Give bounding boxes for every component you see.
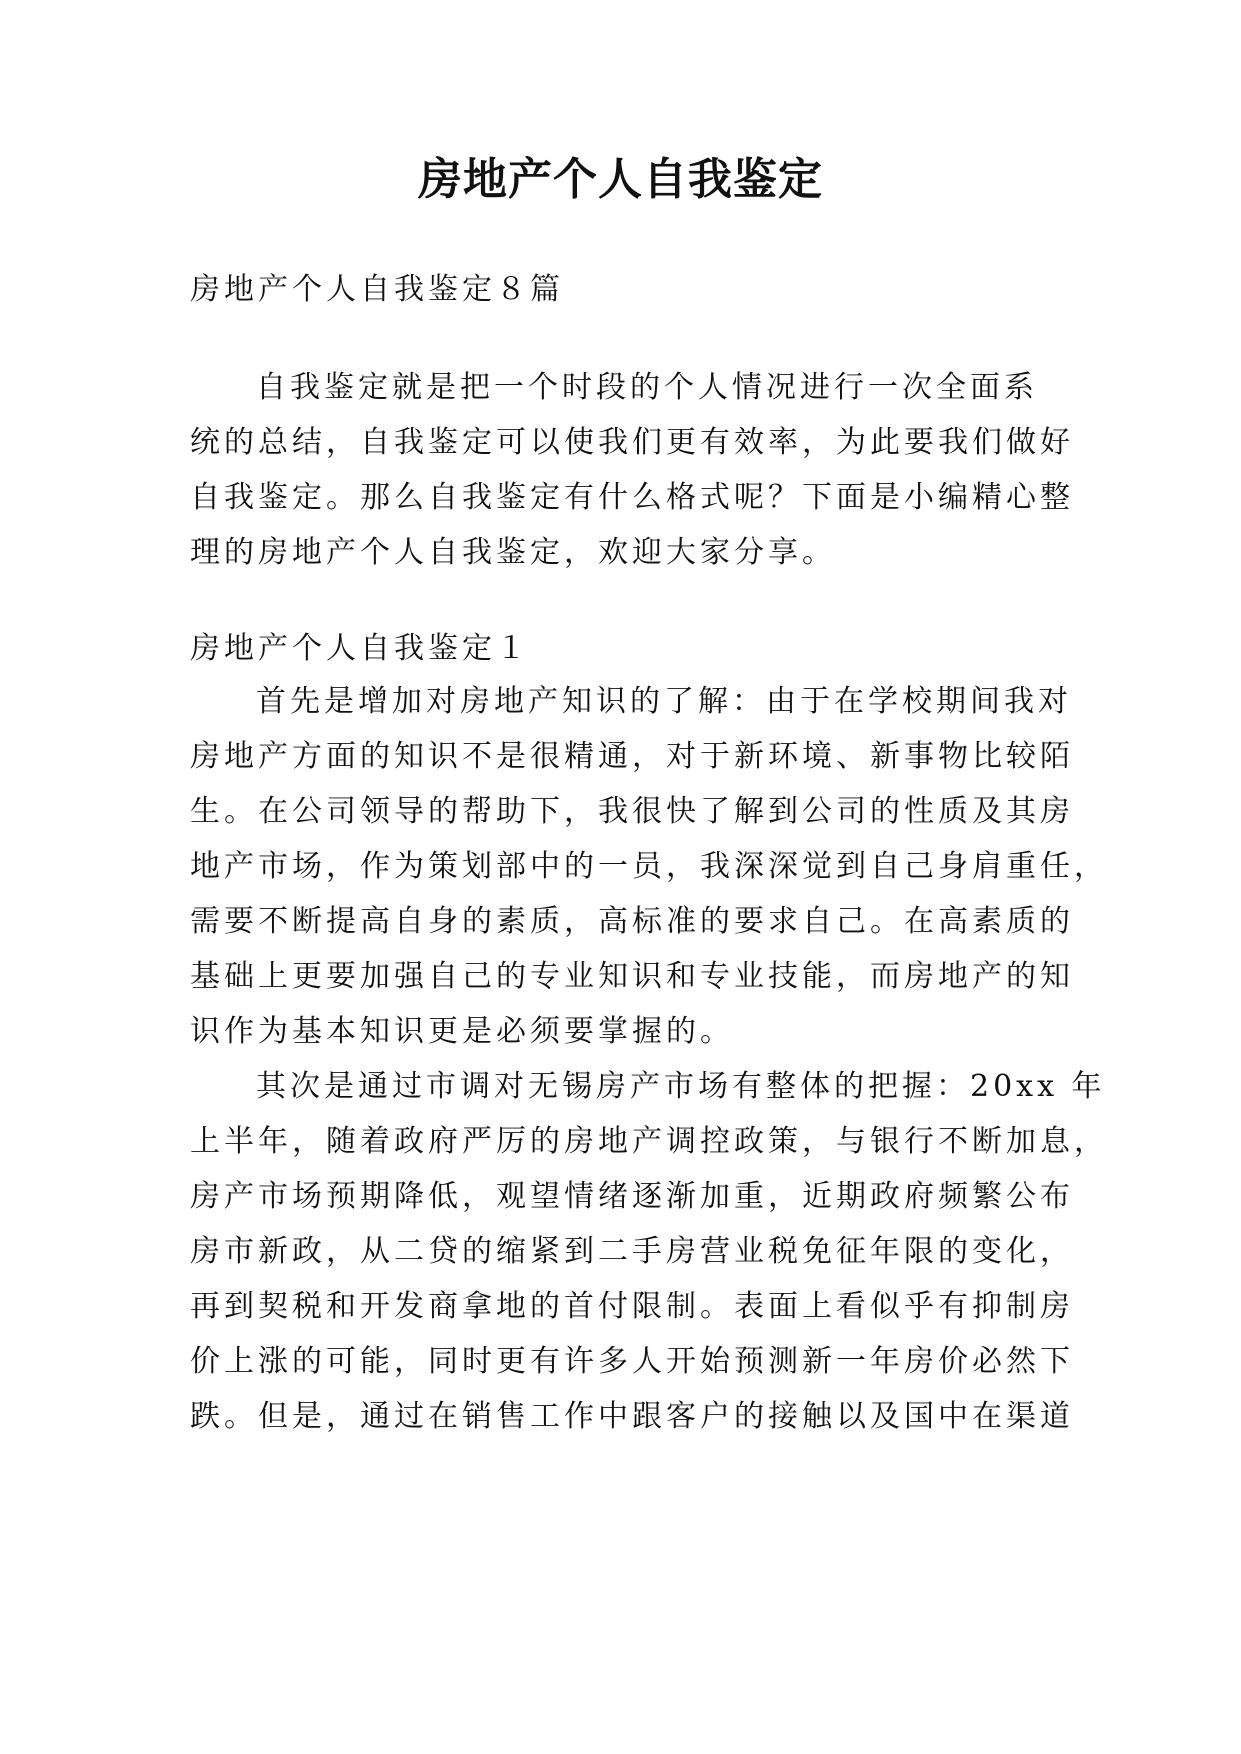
paragraph2-line-5: 再到契税和开发商拿地的首付限制。表面上看似乎有抑制房 <box>190 1289 1074 1324</box>
intro-line-2: 统的总结，自我鉴定可以使我们更有效率，为此要我们做好 <box>190 425 1074 460</box>
paragraph1-line-3: 生。在公司领导的帮助下，我很快了解到公司的性质及其房 <box>190 794 1074 829</box>
paragraph2-line-1: 其次是通过市调对无锡房产市场有整体的把握：20xx 年 <box>256 1069 1106 1104</box>
paragraph2-line-4: 房市新政，从二贷的缩紧到二手房营业税免征年限的变化， <box>190 1234 1074 1269</box>
paragraph1-line-7: 识作为基本知识更是必须要掌握的。 <box>190 1014 734 1049</box>
paragraph2-line-6: 价上涨的可能，同时更有许多人开始预测新一年房价必然下 <box>190 1344 1074 1379</box>
paragraph1-line-4: 地产市场，作为策划部中的一员，我深深觉到自己身肩重任， <box>190 849 1108 884</box>
paragraph2-line-7: 跌。但是，通过在销售工作中跟客户的接触以及国中在渠道 <box>190 1399 1074 1434</box>
document-title: 房地产个人自我鉴定 <box>418 154 823 205</box>
paragraph2-line-2: 上半年，随着政府严厉的房地产调控政策，与银行不断加息， <box>190 1124 1108 1159</box>
paragraph1-line-6: 基础上更要加强自己的专业知识和专业技能，而房地产的知 <box>190 959 1074 994</box>
subtitle: 房地产个人自我鉴定８篇 <box>190 272 564 307</box>
section-heading: 房地产个人自我鉴定１ <box>190 631 530 666</box>
paragraph2-line-3: 房产市场预期降低，观望情绪逐渐加重，近期政府频繁公布 <box>190 1179 1074 1214</box>
intro-line-4: 理的房地产个人自我鉴定，欢迎大家分享。 <box>190 535 836 570</box>
paragraph1-line-5: 需要不断提高自身的素质，高标准的要求自己。在高素质的 <box>190 904 1074 939</box>
intro-line-3: 自我鉴定。那么自我鉴定有什么格式呢？下面是小编精心整 <box>190 480 1074 515</box>
intro-line-1: 自我鉴定就是把一个时段的个人情况进行一次全面系 <box>256 370 1038 405</box>
paragraph1-line-2: 房地产方面的知识不是很精通，对于新环境、新事物比较陌 <box>190 739 1074 774</box>
paragraph1-line-1: 首先是增加对房地产知识的了解：由于在学校期间我对 <box>256 684 1072 719</box>
